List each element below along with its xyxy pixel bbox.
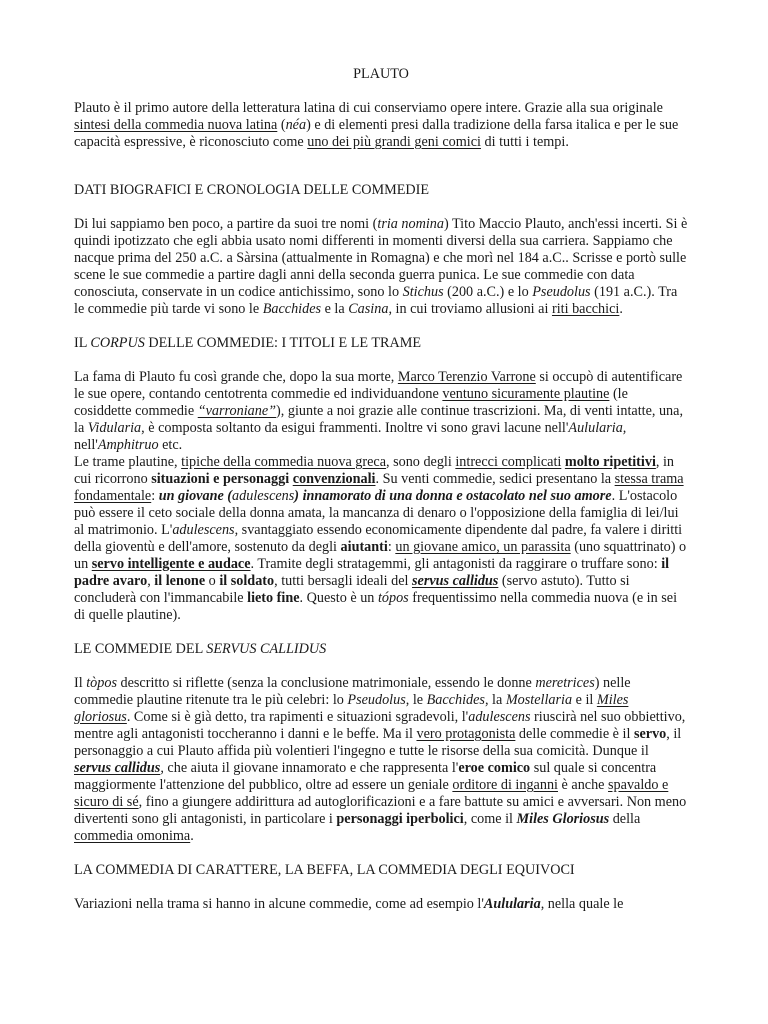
text-run: .: [190, 828, 194, 844]
text-run: LA COMMEDIA DI CARATTERE, LA BEFFA, LA COMMEDIA DEGLI EQUIVOCI: [74, 862, 575, 878]
text-run: commedia omonima: [74, 828, 191, 844]
text-run: e la: [321, 301, 349, 317]
spacer: [74, 151, 688, 165]
text-run: , le: [405, 692, 427, 708]
section-heading-commedia-carattere: [74, 862, 688, 879]
text-run: servus callidus: [74, 760, 161, 776]
text-run: :: [151, 488, 159, 504]
spacer: [74, 658, 688, 675]
spacer: [74, 318, 688, 335]
text-run: servo: [633, 726, 667, 742]
text-run: stessa trama fondamentale: [74, 471, 684, 504]
text-run: Pseudolus: [347, 692, 406, 708]
text-run: situazioni e personaggi: [151, 471, 290, 487]
intro-paragraph: [74, 100, 688, 151]
text-run: Casina: [348, 301, 389, 317]
text-run: (le cosiddette commedie: [74, 386, 628, 419]
text-run: . Come si è già detto, tra rapimenti e situazioni sgradevoli, l': [126, 709, 469, 725]
text-run: Amphitruo: [97, 437, 159, 453]
text-run: “varroniane”: [197, 403, 277, 419]
text-run: il soldato: [219, 573, 275, 589]
text-run: , fino a giungere addirittura ad autoglorificazioni e a fare battute su amici e avversari. Non meno divertenti sono gli antagonisti, in particolare i: [74, 794, 687, 827]
text-run: aiutanti: [340, 539, 388, 555]
text-run: (200 a.C.) e lo: [443, 284, 533, 300]
text-run: Miles Gloriosus: [516, 811, 610, 827]
text-run: , è composta soltanto da esigui frammenti. Inoltre vi sono gravi lacune nell': [141, 420, 569, 436]
text-run: Stichus: [402, 284, 444, 300]
paragraph-biografia: [74, 216, 688, 318]
text-run: tópos: [377, 590, 409, 606]
text-run: o: [205, 573, 220, 589]
text-run: Vidularia: [87, 420, 142, 436]
text-run: , sono degli: [386, 454, 456, 470]
spacer: [74, 879, 688, 896]
text-run: e il: [572, 692, 597, 708]
text-run: DATI BIOGRAFICI E CRONOLOGIA DELLE COMMEDIE: [74, 182, 430, 198]
paragraph-commedia-carattere: [74, 896, 688, 913]
text-run: Bacchides: [426, 692, 485, 708]
text-run: descritto si riflette (senza la conclusione matrimoniale, essendo le donne: [116, 675, 536, 691]
text-run: Plauto è il primo autore della letteratura latina di cui conserviamo opere intere. Grazie alla sua originale: [74, 100, 663, 116]
text-run: (uno squattrinato) o un: [74, 539, 687, 572]
text-run: sul quale si concentra maggiormente l'attenzione del pubblico, oltre ad essere un geniale: [74, 760, 657, 793]
spacer: [74, 352, 688, 369]
text-run: etc.: [158, 437, 183, 453]
text-run: ) e di elementi presi dalla tradizione della farsa italica e per le sue capacità espressive, è riconosciuto come: [74, 117, 679, 150]
text-run: tòpos: [86, 675, 117, 691]
text-run: , tutti bersagli ideali del: [274, 573, 413, 589]
text-run: ) nelle commedie plautine ritenute tra le più celebri: lo: [74, 675, 631, 708]
text-run: Il: [74, 675, 87, 691]
spacer: [74, 845, 688, 862]
text-run: , come il: [463, 811, 517, 827]
paragraph-corpus-fama: [74, 369, 688, 454]
text-run: convenzionali: [292, 471, 376, 487]
text-run: Variazioni nella trama si hanno in alcune commedie, come ad esempio l': [74, 896, 484, 912]
text-run: è anche: [558, 777, 609, 793]
text-run: il lenone: [154, 573, 206, 589]
text-run: lieto fine: [247, 590, 300, 606]
text-run: della: [609, 811, 641, 827]
text-run: Marco Terenzio Varrone: [397, 369, 536, 385]
text-run: adulescens: [232, 488, 295, 504]
text-run: riuscirà nel suo obbiettivo, mentre agli antagonisti toccheranno i danni e le beffe. Ma il: [74, 709, 686, 742]
text-run: personaggi iperbolici: [336, 811, 464, 827]
text-run: . Tramite degli stratagemmi, gli antagonisti da raggirare o truffare sono:: [250, 556, 662, 572]
text-run: sintesi della commedia nuova latina: [74, 117, 278, 133]
text-run: IL: [74, 335, 91, 351]
text-run: intrecci complicati: [455, 454, 562, 470]
text-run: , svantaggiato essendo economicamente dipendente dal padre, fa valere i diritti della gioventù e dell'amore, sostenuto da degli: [74, 522, 683, 555]
text-run: ,: [147, 573, 155, 589]
text-run: :: [387, 539, 396, 555]
spacer: [74, 165, 688, 182]
page-title: PLAUTO: [353, 66, 409, 82]
text-run: ) Tito Maccio Plauto, anch'essi incerti. Si è quindi ipotizzato che egli abbia usato nomi differenti in momenti diversi della sua carriera. Sappiamo che nacque prima del 250 a.C. a Sàrsina (attualmente in Romagna) e che morì nel 184 a.C.. Scrisse e portò sulle scene le sue commedie a partire dagli anni della seconda guerra punica. Le sue commedie con data conosciuta, conservate in un codice antichissimo, sono lo: [74, 216, 688, 300]
text-run: adulescens: [468, 709, 531, 725]
text-run: , nella quale le: [540, 896, 624, 912]
text-run: delle commedie è il: [515, 726, 634, 742]
text-run: La fama di Plauto fu così grande che, dopo la sua morte,: [74, 369, 398, 385]
text-run: Bacchides: [262, 301, 322, 317]
text-run: molto ripetitivi: [564, 454, 656, 470]
text-run: vero protagonista: [416, 726, 516, 742]
text-run: uno dei più grandi geni comici: [307, 134, 481, 150]
text-run: frequentissimo nella commedia nuova (e in sei di quelle plautine).: [74, 590, 678, 623]
text-run: . Su venti commedie, sedici presentano la: [375, 471, 615, 487]
section-heading-servus-callidus: [74, 641, 688, 658]
text-run: di tutti i tempi.: [480, 134, 569, 150]
text-run: ), giunte a noi grazie alle continue trascrizioni. Ma, di venti intatte, una, la: [74, 403, 683, 436]
text-run: il padre avaro: [74, 556, 670, 589]
text-run: eroe comico: [458, 760, 531, 776]
text-run: SERVUS CALLIDUS: [206, 641, 327, 657]
text-run: adulescens: [172, 522, 235, 538]
text-run: .: [619, 301, 623, 317]
text-run: Aulularia: [483, 896, 541, 912]
text-run: un giovane (: [158, 488, 233, 504]
text-run: . L'ostacolo può essere il ceto sociale della donna amata, la mancanza di denaro o l'opposizione della famiglia di lei/lui al matrimonio. L': [74, 488, 679, 538]
text-run: si occupò di autentificare le sue opere, contando centotrenta commedie ed individuandone: [74, 369, 683, 402]
text-run: ) innamorato di una donna e ostacolato nel suo amore: [294, 488, 612, 504]
text-run: Le trame plautine,: [74, 454, 182, 470]
text-run: (: [277, 117, 286, 133]
text-run: servus callidus: [412, 573, 499, 589]
text-run: riti bacchici: [551, 301, 620, 317]
text-run: servo intelligente e audace: [91, 556, 251, 572]
text-run: tria nomina: [377, 216, 444, 232]
text-run: , il personaggio a cui Plauto affida più volentieri l'ingegno e tutte le risorse della sua comicità. Dunque il: [74, 726, 682, 759]
text-run: orditore di inganni: [452, 777, 558, 793]
section-heading-biografia: [74, 182, 688, 199]
text-run: , in cui troviamo allusioni ai: [388, 301, 552, 317]
text-run: . Questo è un: [299, 590, 378, 606]
text-run: (191 a.C.). Tra le commedie più tarde vi sono le: [74, 284, 678, 317]
text-run: Mostellaria: [505, 692, 573, 708]
text-run: Miles gloriosus: [74, 692, 629, 725]
text-run: Aulularia,: [568, 420, 627, 436]
paragraph-servus-callidus: [74, 675, 688, 845]
section-heading-corpus: [74, 335, 688, 352]
text-run: nell': [74, 437, 98, 453]
text-run: ventuno sicuramente plautine: [442, 386, 610, 402]
text-run: néa: [285, 117, 307, 133]
text-run: , in cui ricorrono: [74, 454, 675, 487]
spacer: [74, 624, 688, 641]
text-run: Di lui sappiamo ben poco, a partire da suoi tre nomi (: [74, 216, 378, 232]
text-run: un giovane amico, un parassita: [395, 539, 571, 555]
text-run: DELLE COMMEDIE: I TITOLI E LE TRAME: [144, 335, 422, 351]
text-run: meretrices: [535, 675, 595, 691]
text-run: , la: [484, 692, 506, 708]
text-run: Pseudolus: [532, 284, 591, 300]
text-run: LE COMMEDIE DEL: [74, 641, 207, 657]
text-run: tipiche della commedia nuova greca: [181, 454, 386, 470]
text-run: spavaldo e sicuro di sé: [74, 777, 669, 810]
text-run: , che aiuta il giovane innamorato e che rappresenta l': [160, 760, 459, 776]
text-run: (servo astuto). Tutto si concluderà con l'immancabile: [74, 573, 630, 606]
text-run: CORPUS: [90, 335, 145, 351]
spacer: [74, 199, 688, 216]
paragraph-corpus-trame: [74, 454, 688, 624]
